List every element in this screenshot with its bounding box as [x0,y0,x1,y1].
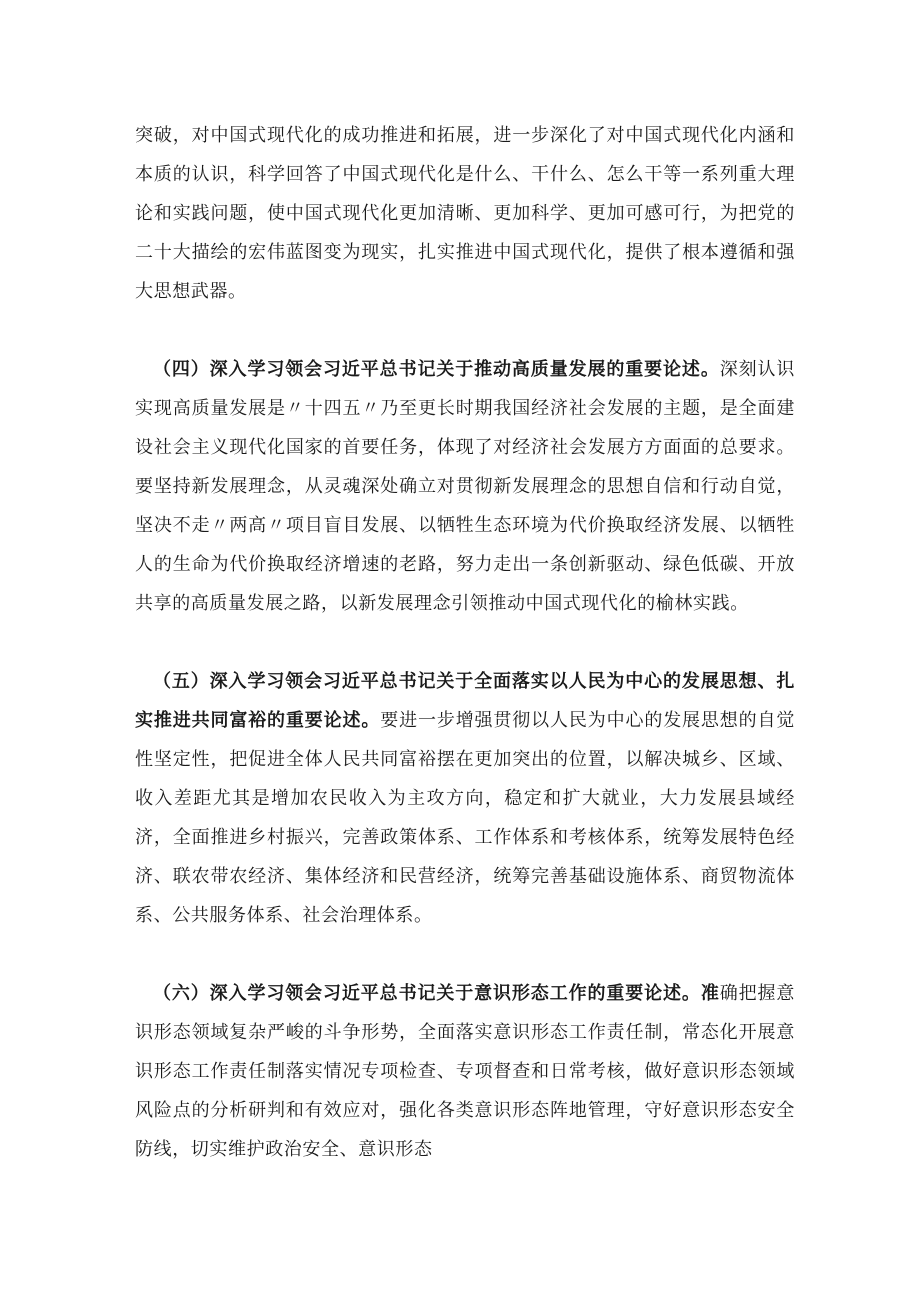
paragraph-text: 确把握意识形态领域复杂严峻的斗争形势，全面落实意识形态工作责任制，常态化开展意识形态工作责任制落实情况专项检查、专项督查和日常考核，做好意识形态领域风险点的分析研判和有效应对，强化各类意识形态阵地管理，守好意识形态安全防线，切实维护政治安全、意识形态 [135,983,795,1160]
paragraph-text: 要进一步增强贯彻以人民为中心的发展思想的自觉性坚定性，把促进全体人民共同富裕摆在更加突出的位置，以解决城乡、区域、收入差距尤其是增加农民收入为主攻方向，稳定和扩大就业，大力发展县域经济，全面推进乡村振兴，完善政策体系、工作体系和考核体系，统筹发展特色经济、联农带农经济、集体经济和民营经济，统筹完善基础设施体系、商贸物流体系、公共服务体系、社会治理体系。 [135,710,795,926]
paragraph-section-6 [135,974,795,1169]
document-body [135,116,795,1208]
paragraph-text: 突破，对中国式现代化的成功推进和拓展，进一步深化了对中国式现代化内涵和本质的认识，科学回答了中国式现代化是什么、干什么、怎么干等一系列重大理论和实践问题，使中国式现代化更加清晰、更加科学、更加可感可行，为把党的二十大描绘的宏伟蓝图变为现实，扎实推进中国式现代化，提供了根本遵循和强大思想武器。 [135,125,795,302]
section-heading: （五）深入学习领会习近平总书记关于全面落实以人民为中心的发展思想、扎实推进共同富裕的重要论述。 [135,671,795,731]
paragraph-text: 深刻认识实现高质量发展是〃十四五〃乃至更长时期我国经济社会发展的主题，是全面建设社会主义现代化国家的首要任务，体现了对经济社会发展方方面面的总要求。要坚持新发展理念，从灵魂深处确立对贯彻新发展理念的思想自信和行动自觉，坚决不走〃两高〃项目盲目发展、以牺牲生态环境为代价换取经济发展、以牺牲人的生命为代价换取经济增速的老路，努力走出一条创新驱动、绿色低碳、开放共享的高质量发展之路，以新发展理念引领推动中国式现代化的榆林实践。 [135,359,795,614]
section-heading: （四）深入学习领会习近平总书记关于推动高质量发展的重要论述。 [153,359,720,380]
paragraph-section-4 [135,350,795,623]
paragraph-section-5 [135,662,795,935]
section-heading: （六）深入学习领会习近平总书记关于意识形态工作的重要论述。准 [153,983,720,1004]
paragraph-continuation [135,116,795,311]
